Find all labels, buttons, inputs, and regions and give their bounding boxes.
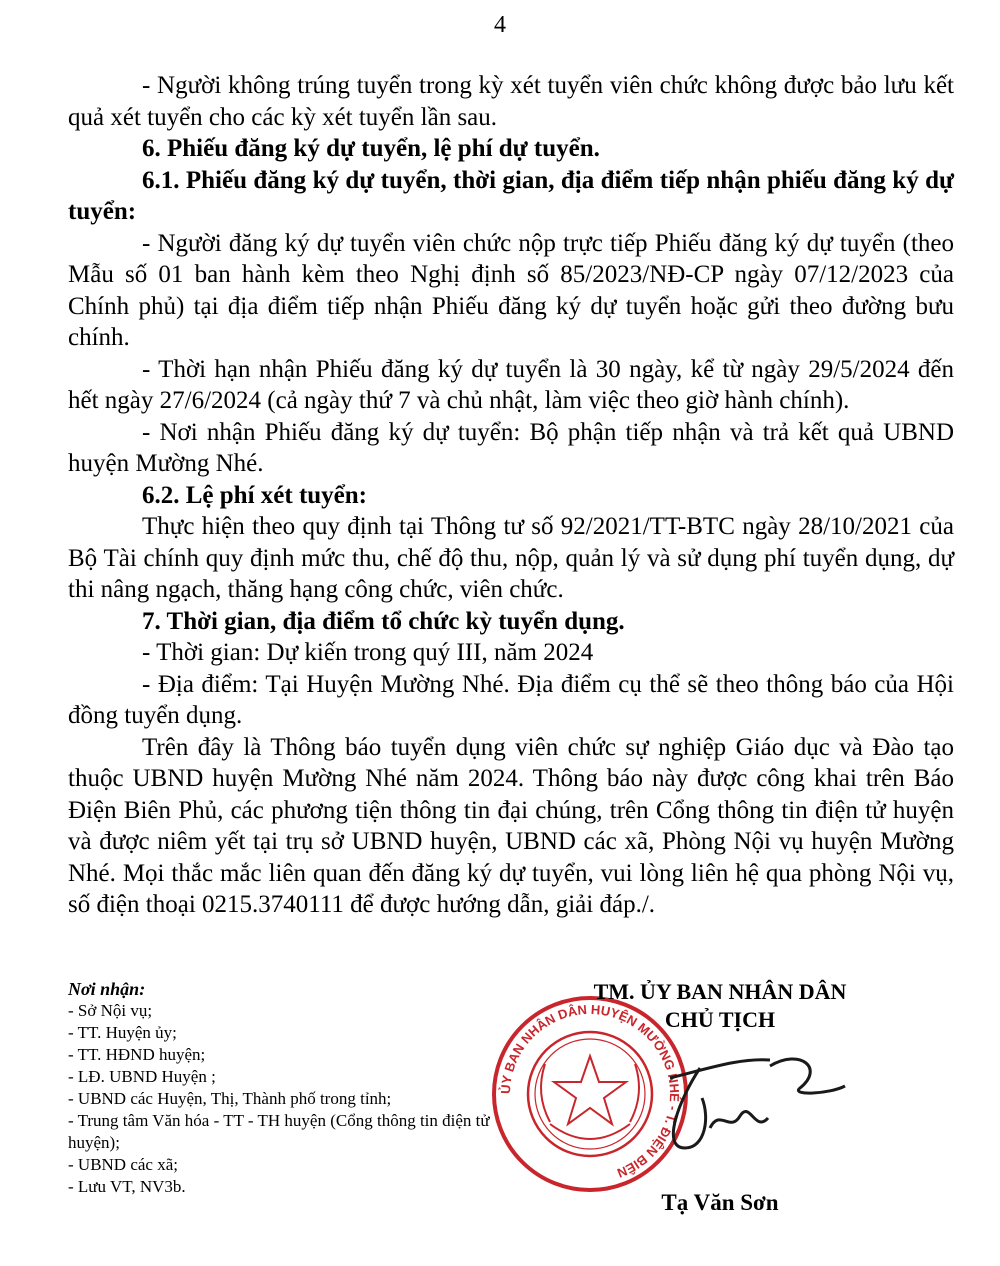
paragraph-location: - Địa điểm: Tại Huyện Mường Nhé. Địa điểm cụ thể sẽ theo thông báo của Hội đồng tuyển dụng. — [68, 670, 954, 729]
signature-role: CHỦ TỊCH — [664, 1007, 776, 1032]
recipient-item: - LĐ. UBND Huyện ; — [68, 1067, 216, 1086]
paragraph-submit-form: - Người đăng ký dự tuyển viên chức nộp trực tiếp Phiếu đăng ký dự tuyển (theo Mẫu số 01 ban hành kèm theo Nghị định số 85/2023/NĐ-CP ngày 07/12/2023 của Chính phủ) tại địa điểm tiếp nhận Phiếu đăng ký dự tuyển hoặc gửi theo đường bưu chính. — [68, 229, 954, 351]
recipient-item: - UBND các Huyện, Thị, Thành phố trong tỉnh; — [68, 1089, 392, 1108]
signature-block — [560, 978, 880, 1034]
handwritten-signature-icon — [640, 1038, 850, 1158]
seal-text: ỦY BAN NHÂN DÂN HUYỆN MƯỜNG NHÉ - T. ĐIỆN BIÊN — [497, 1001, 683, 1181]
signature-org: TM. ỦY BAN NHÂN DÂN — [593, 979, 847, 1004]
paragraph-receiving-place: - Nơi nhận Phiếu đăng ký dự tuyển: Bộ phận tiếp nhận và trả kết quả UBND huyện Mường Nhé. — [68, 418, 954, 477]
heading-section-6-2: 6.2. Lệ phí xét tuyển: — [142, 481, 367, 509]
signer-name: Tạ Văn Sơn — [661, 1190, 779, 1215]
document-body — [68, 70, 954, 921]
document-footer — [0, 978, 1000, 1266]
recipients-list — [68, 978, 498, 1198]
recipient-item: - UBND các xã; — [68, 1155, 178, 1174]
paragraph-no-reserve: - Người không trúng tuyển trong kỳ xét tuyển viên chức không được bảo lưu kết quả xét tuyển cho các kỳ xét tuyển lần sau. — [68, 72, 954, 131]
paragraph-time: - Thời gian: Dự kiến trong quý III, năm 2024 — [142, 639, 594, 666]
heading-section-7: 7. Thời gian, địa điểm tổ chức kỳ tuyển dụng. — [142, 607, 625, 635]
recipient-item: - Lưu VT, NV3b. — [68, 1177, 186, 1196]
recipient-item: - Sở Nội vụ; — [68, 1001, 153, 1020]
heading-section-6-1: 6.1. Phiếu đăng ký dự tuyển, thời gian, địa điểm tiếp nhận phiếu đăng ký dự tuyển: — [68, 166, 954, 225]
recipient-item: - TT. HĐND huyện; — [68, 1045, 206, 1064]
paragraph-closing: Trên đây là Thông báo tuyển dụng viên chức sự nghiệp Giáo dục và Đào tạo thuộc UBND huyện Mường Nhé năm 2024. Thông báo này được công khai trên Báo Điện Biên Phủ, các phương tiện thông tin đại chúng, trên Cổng thông tin điện tử huyện và được niêm yết tại trụ sở UBND huyện, UBND các xã, Phòng Nội vụ huyện Mường Nhé. Mọi thắc mắc liên quan đến đăng ký dự tuyển, vui lòng liên hệ qua phòng Nội vụ, số điện thoại 0215.3740111 để được hướng dẫn, giải đáp./. — [68, 733, 954, 918]
paragraph-deadline: - Thời hạn nhận Phiếu đăng ký dự tuyển là 30 ngày, kể từ ngày 29/5/2024 đến hết ngày 27/6/2024 (cả ngày thứ 7 và chủ nhật, làm việc theo giờ hành chính). — [68, 355, 954, 414]
paragraph-fee: Thực hiện theo quy định tại Thông tư số 92/2021/TT-BTC ngày 28/10/2021 của Bộ Tài chính quy định mức thu, chế độ thu, nộp, quản lý và sử dụng phí tuyển dụng, dự thi nâng ngạch, thăng hạng công chức, viên chức. — [68, 513, 954, 603]
recipient-item: - Trung tâm Văn hóa - TT - TH huyện (Cổng thông tin điện tử huyện); — [68, 1111, 490, 1152]
page-number: 4 — [494, 12, 506, 38]
heading-section-6: 6. Phiếu đăng ký dự tuyển, lệ phí dự tuyển. — [142, 135, 600, 162]
recipients-title: Nơi nhận: — [68, 979, 146, 999]
recipient-item: - TT. Huyện ủy; — [68, 1023, 177, 1042]
